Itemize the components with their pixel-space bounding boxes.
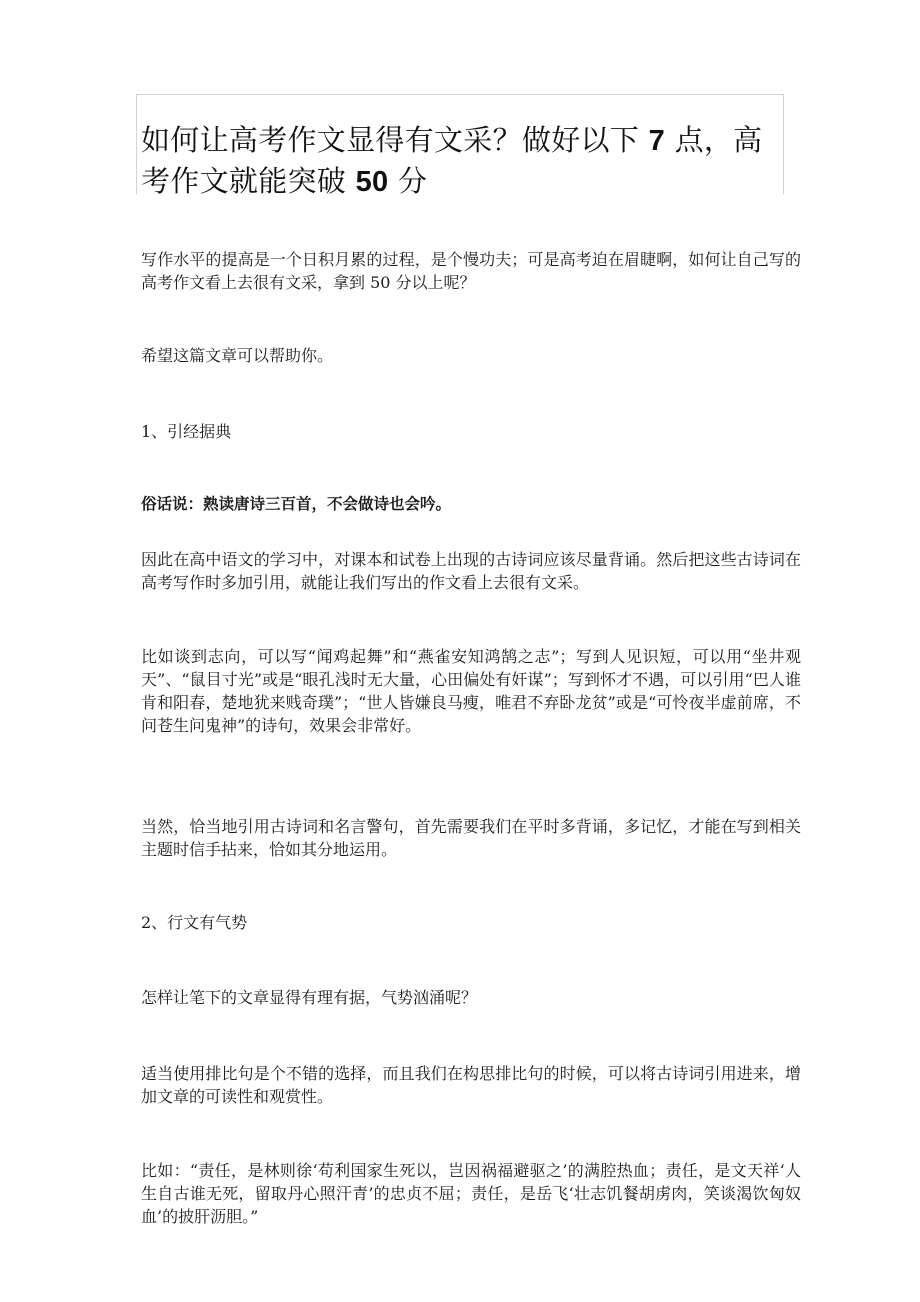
hope-paragraph: 希望这篇文章可以帮助你。 (141, 346, 334, 365)
article-title (141, 120, 791, 202)
responsibility-paragraph: 比如：“责任，是林则徐‘苟利国家生死以，岂因祸福避驱之’的满腔热血；责任，是文天祥‘人生自古谁无死，留取丹心照汗青’的忠贞不屈；责任，是岳飞‘壮志饥餐胡虏肉，笑谈渴饮匈奴血’的披肝沥胆。” (141, 1161, 801, 1226)
examples-paragraph: 比如谈到志向，可以写“闻鸡起舞”和“燕雀安知鸿鹄之志”；写到人见识短，可以用“坐井观天”、“鼠目寸光”或是“眼孔浅时无大量，心田偏处有奸谋”；写到怀才不遇，可以引用“巴人谁肯和阳春，楚地犹来贱奇璞”；“世人皆嫌良马瘦，唯君不弃卧龙贫”或是“可怜夜半虚前席，不问苍生问鬼神”的诗句，效果会非常好。 (141, 647, 801, 735)
intro-paragraph: 写作水平的提高是一个日积月累的过程，是个慢功夫；可是高考迫在眉睫啊，如何让自己写的高考作文看上去很有文采，拿到 50 分以上呢？ (141, 250, 801, 292)
section-heading-2: 2、行文有气势 (141, 913, 248, 932)
usage-paragraph: 当然，恰当地引用古诗词和名言警句，首先需要我们在平时多背诵，多记忆，才能在写到相关主题时信手拈来，恰如其分地运用。 (141, 817, 801, 859)
memorize-paragraph: 因此在高中语文的学习中，对课本和试卷上出现的古诗词应该尽量背诵。然后把这些古诗词在高考写作时多加引用，就能让我们写出的作文看上去很有文采。 (141, 550, 801, 592)
title-text-3: 分 (388, 164, 428, 198)
question-paragraph: 怎样让笔下的文章显得有理有据，气势汹涌呢？ (141, 988, 478, 1007)
proverb-paragraph: 俗话说：熟读唐诗三百首，不会做诗也会吟。 (141, 495, 452, 513)
title-text-2: 点，高考作文就能突破 (141, 123, 763, 198)
section-heading-1: 1、引经据典 (141, 422, 232, 441)
title-text-1: 如何让高考作文显得有文采？做好以下 (141, 123, 649, 157)
title-number-7: 7 (648, 125, 666, 157)
parallelism-paragraph: 适当使用排比句是个不错的选择，而且我们在构思排比句的时候，可以将古诗词引用进来，增加文章的可读性和观赏性。 (141, 1064, 801, 1106)
title-number-50: 50 (355, 166, 389, 198)
